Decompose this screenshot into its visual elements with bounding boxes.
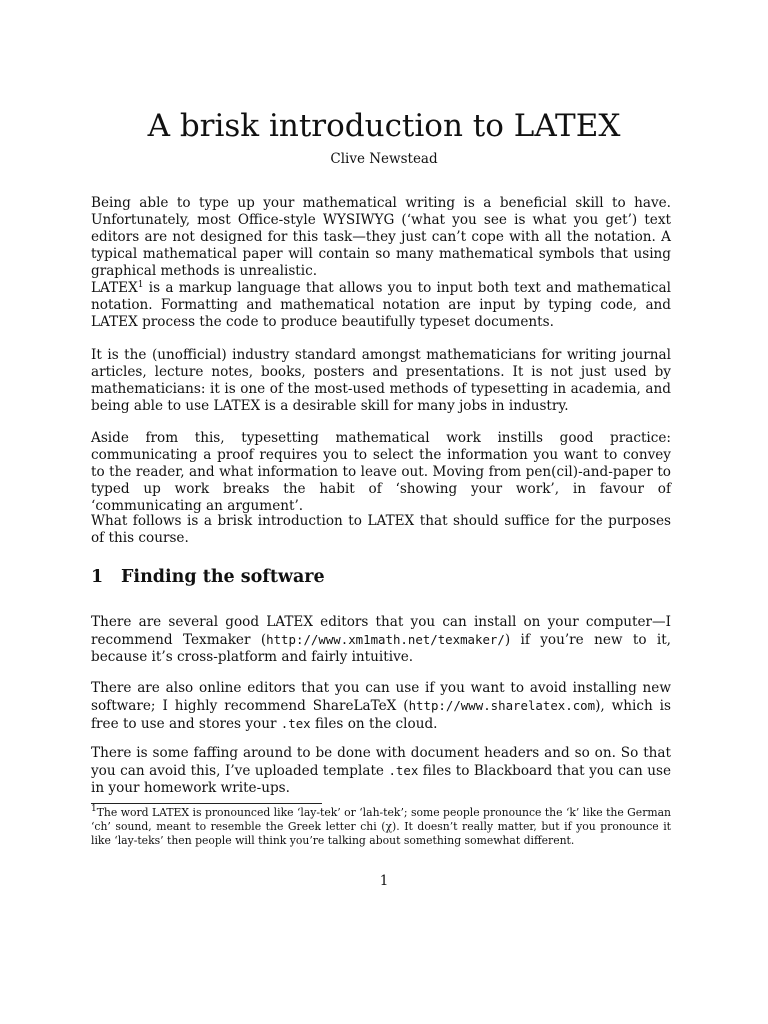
paragraph-online-editors-text: There are also online editors that you can use if you want to avoid installing new software; I highly recommend ShareLaTeX (	[91, 680, 671, 714]
footnote-divider	[91, 803, 322, 804]
footnote-number: 1	[91, 804, 97, 815]
tex-extension-code: .tex	[388, 763, 419, 778]
section-heading	[91, 565, 671, 589]
paragraph-editors-text-end: ) if you’re new to it, because it’s cross-platform and fairly intuitive.	[91, 632, 671, 665]
paragraph-what-follows: What follows is a brisk introduction to LATEX that should suffice for the purposes of this course.	[91, 513, 671, 546]
document-title: A brisk introduction to LATEX	[147, 108, 621, 144]
paragraph-good-practice: Aside from this, typesetting mathematical work instills good practice: communicating a proof requires you to select the information you want to convey to the reader, and what information to leave out. Moving from pen(cil)-and-paper to typed up work breaks the habit of ‘showing your work’, in favour of ‘communicating an argument’.	[91, 430, 671, 514]
paragraph-editors	[91, 614, 671, 666]
paragraph-online-editors-text-mid: ), which is free to use and stores your	[91, 698, 671, 732]
footnote-text: The word LATEX is pronounced like ‘lay-tek’ or ‘lah-tek’; some people pronounce the ‘k’ like the German ‘ch’ sound, meant to resemble the Greek letter chi (χ). It doesn’t really matter, but if you pronounce it like ‘lay-teks’ then people will think you’re talking about something somewhat different.	[91, 806, 671, 847]
paragraph-intro: Being able to type up your mathematical writing is a beneficial skill to have. Unfortunately, most Office-style WYSIWYG (‘what you see is what you get’) text editors are not designed for this task—they just can’t cope with all the notation. A typical mathematical paper will contain so many mathematical symbols that using graphical methods is unrealistic.	[91, 195, 671, 279]
paragraph-latex-definition-text: is a markup language that allows you to input both text and mathematical notation. Formatting and mathematical notation are input by typing code, and LATEX process the code to produce beautifully typeset documents.	[91, 280, 671, 330]
paragraph-templates-text: There is some faffing around to be done with document headers and so on. So that you can avoid this, I’ve uploaded template	[91, 745, 671, 779]
footnote-marker[interactable]: 1	[137, 280, 144, 291]
paragraph-latex-definition	[91, 280, 671, 331]
tex-extension-code: .tex	[280, 716, 311, 731]
document-author: Clive Newstead	[330, 151, 438, 167]
latex-word: LATEX	[91, 280, 138, 296]
paragraph-templates-text-end: files to Blackboard that you can use in your homework write-ups.	[91, 763, 671, 796]
footnote	[91, 806, 671, 848]
paragraph-online-editors-text-end: files on the cloud.	[310, 716, 438, 732]
sharelatex-link[interactable]: http://www.sharelatex.com	[408, 698, 596, 713]
texmaker-link[interactable]: http://www.xm1math.net/texmaker/	[266, 632, 505, 647]
page-number: 1	[379, 873, 389, 889]
paragraph-templates	[91, 745, 671, 797]
paragraph-editors-text: There are several good LATEX editors that you can install on your computer—I recommend Texmaker (	[91, 614, 671, 648]
section-number: 1	[91, 567, 104, 587]
paragraph-online-editors	[91, 680, 671, 733]
paragraph-industry-standard: It is the (unofficial) industry standard amongst mathematicians for writing journal articles, lecture notes, books, posters and presentations. It is not just used by mathematicians: it is one of the most-used methods of typesetting in academia, and being able to use LATEX is a desirable skill for many jobs in industry.	[91, 347, 671, 414]
section-title: Finding the software	[121, 567, 325, 587]
